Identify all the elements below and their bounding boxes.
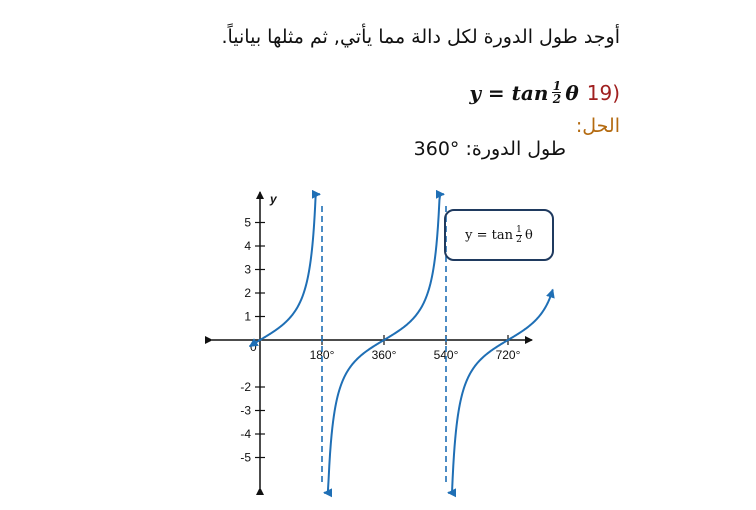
fraction-denominator: 2 xyxy=(552,92,562,106)
y-tick-label--5: -5 xyxy=(240,450,251,465)
problem-number: (19 xyxy=(586,80,620,105)
y-tick-label-2: 2 xyxy=(244,286,251,300)
y-tick-label-5: 5 xyxy=(244,215,251,230)
equation-suffix: θ xyxy=(565,80,579,105)
equation-prefix: y = tan xyxy=(469,80,549,105)
legend-box xyxy=(444,209,554,261)
y-tick-label--3: -3 xyxy=(240,403,251,418)
period-label: طول الدورة: xyxy=(465,138,566,160)
legend-fraction xyxy=(516,226,522,245)
legend-prefix: y = tan xyxy=(465,227,514,243)
curve-branch-3 xyxy=(448,290,553,493)
y-tick-label-4: 4 xyxy=(244,239,251,253)
y-axis-label: y xyxy=(270,192,277,206)
legend-suffix: θ xyxy=(525,227,533,243)
y-tick-label-1: 1 xyxy=(244,309,251,324)
y-tick-label-3: 3 xyxy=(244,262,251,277)
x-tick-label-540: 540° xyxy=(433,348,459,362)
y-tick-label--2: -2 xyxy=(240,380,251,394)
origin-label: 0 xyxy=(250,340,257,354)
question-text: أوجد طول الدورة لكل دالة مما يأتي, ثم مثلها بيانياً. xyxy=(221,26,620,48)
legend-fraction-denominator: 2 xyxy=(516,234,522,245)
asymptotes xyxy=(322,206,446,486)
x-tick-label-360: 360° xyxy=(371,348,397,362)
legend-fraction-numerator: 1 xyxy=(516,224,522,235)
solution-label: الحل: xyxy=(575,115,620,137)
fraction-numerator: 1 xyxy=(552,79,562,93)
x-tick-label-180: 180° xyxy=(309,348,335,362)
y-tick-label--4: -4 xyxy=(240,427,251,441)
x-tick-label-720: 720° xyxy=(495,348,521,362)
period-value: 360° xyxy=(413,138,460,160)
